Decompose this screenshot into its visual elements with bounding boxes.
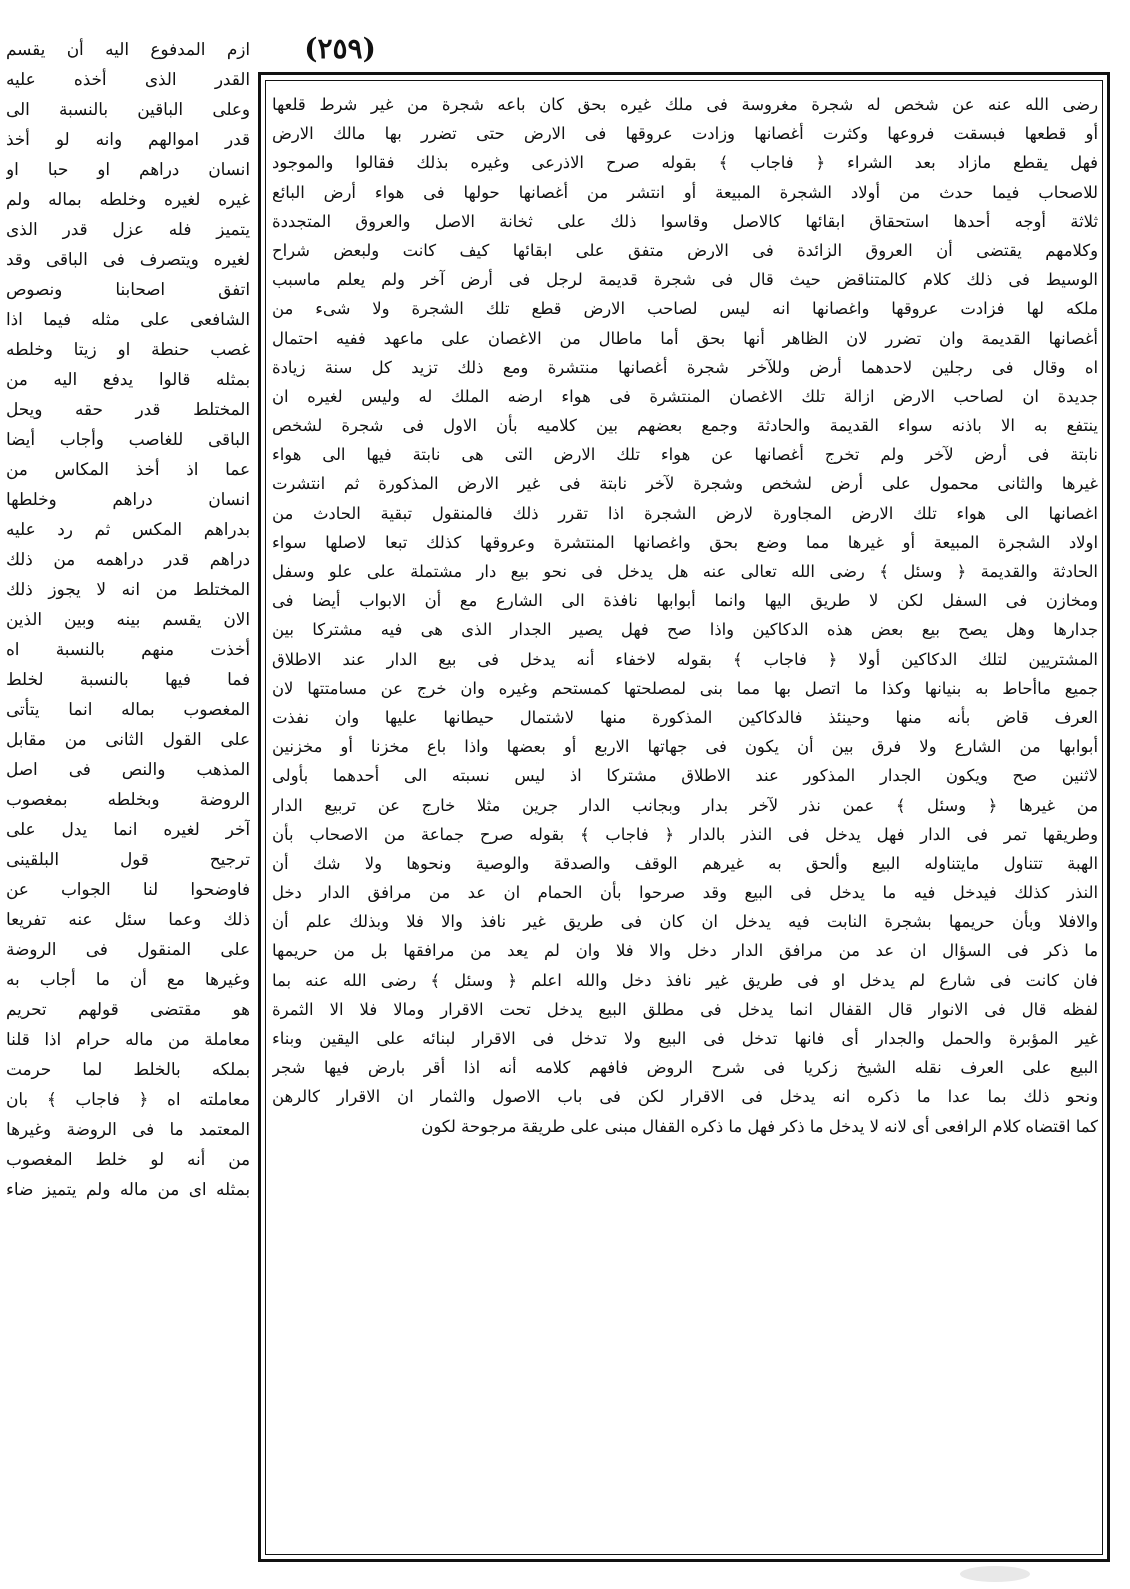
main-text-line: من غيرها ﴿ وسئل ﴾ عمن نذر لآخر بدار وبجانب الدار جرين مثلا خارج عن تربيع الدار bbox=[272, 795, 1098, 815]
main-text-line: وكلامهم يقتضى أن العروق الزائدة فى الارض متفق على ابقائها كيف كانت ولبعض شراح bbox=[272, 240, 1098, 260]
side-text-line: دراهم قدر دراهمه من ذلك bbox=[6, 549, 250, 569]
main-text-line: لفظه قال فى الانوار قال القفال انما يدخل فى مطلق البيع يدخل تحت الاقرار ومالا فلا الا الثمرة bbox=[272, 999, 1098, 1019]
side-text-line: القدر الذى أخذه عليه bbox=[6, 69, 250, 89]
main-text-line: جميع ماأحاط به بنيانها وكذا ما اتصل بها مما بنى لمصلحتها كمستحم وغيره وان خرج عن مسامتتها لان bbox=[272, 678, 1098, 698]
main-text-line: وطريقها تمر فى الدار فهل يدخل فى النذر بالدار ﴿ فاجاب ﴾ بقوله صرح جماعة من الاصحاب بأن bbox=[272, 824, 1098, 844]
side-text-line: آخر لغيره انما يدل على bbox=[6, 819, 250, 839]
side-text-line: اتفق اصحابنا ونصوص bbox=[6, 279, 250, 299]
side-text-line: معاملة من ماله حرام اذا قلنا bbox=[6, 1029, 250, 1049]
side-text-line: عما اذ أخذ المكاس من bbox=[6, 459, 250, 479]
main-text-line: جديدة ان لصاحب الارض ازالة تلك الاغصان المنتشرة فى هواء ارضه الملك له وليس لغيره ان bbox=[272, 386, 1098, 406]
main-text-line: النذر كذلك فيدخل فيه ما يدخل فى البيع وقد صرحوا بأن الحمام ان عد من مرافق الدار دخل bbox=[272, 883, 1098, 903]
side-text-line: المختلط من انه لا يجوز ذلك bbox=[6, 579, 250, 599]
side-text-line: معاملته اه ﴿ فاجاب ﴾ بان bbox=[6, 1089, 250, 1109]
side-text-line: المذهب والنص فى اصل bbox=[6, 759, 250, 779]
side-text-line: بملكه بالخلط لما حرمت bbox=[6, 1059, 250, 1079]
side-text-line: الشافعى على مثله فيما اذا bbox=[6, 309, 250, 329]
side-text-line: ذلك وعما سئل عنه تفريعا bbox=[6, 909, 250, 929]
side-text-line: بمثله قالوا يدفع اليه من bbox=[6, 369, 250, 389]
side-text-line: المعتمد ما فى الروضة وغيرها bbox=[6, 1119, 250, 1139]
side-text-line: من أنه لو خلط المغصوب bbox=[6, 1149, 250, 1169]
main-text-line: جدارها وهل يصح بيع بعض هذه الدكاكين واذا صح فهل يصير الجدار الذى هى فيه مشتركا بين bbox=[272, 620, 1098, 640]
side-text-line: ترجيح قول البلقينى bbox=[6, 849, 250, 869]
side-text-line: هو مقتضى قولهم تحريم bbox=[6, 999, 250, 1019]
main-text-line: ومخازن فى السفل لكن لا طريق اليها وانما أبوابها نافذة الى الشارع مع أن الابواب أيضا فى bbox=[272, 591, 1098, 611]
main-text-line: والافلا وبأن حريمها بشجرة النابت فيه يدخل ان كان فى طريق غير نافذ والا فلا وبذلك علم أن bbox=[272, 912, 1098, 932]
side-text-line: يتميز فله عزل قدر الذى bbox=[6, 219, 250, 239]
side-text-line: على المنقول فى الروضة bbox=[6, 939, 250, 959]
main-text-line: الوسيط فى ذلك كلام كالمتناقض حيث قال فى شجرة قديمة لرجل فى أرض آخر ولم يعلم ماسبب bbox=[272, 270, 1098, 290]
main-text-line: للاصحاب فيما حدث من أولاد الشجرة المبيعة أو انتشر من أغصانها حولها فى هواء أرض البائع bbox=[272, 182, 1098, 202]
side-text-line: بدراهم المكس ثم رد عليه bbox=[6, 519, 250, 539]
side-text-line: لغيره ويتصرف فى الباقى وقد bbox=[6, 249, 250, 269]
main-text-line: ملكه لها فزادت عروقها واغصانها انه ليس لصاحب الارض قطع تلك الشجرة ولا شىء من bbox=[272, 299, 1098, 319]
main-text-line: المشتريين لتلك الدكاكين أولا ﴿ فاجاب ﴾ بقوله لاخفاء أنه يدخل فى بيع الدار عند الاطلاق bbox=[272, 649, 1098, 669]
main-text-line: ما ذكر فى السؤال ان عد من مرافق الدار دخل والا فلا وان لم يعد من مرافقها بل من حريمها bbox=[272, 941, 1098, 961]
side-text-line: وعلى الباقين بالنسبة الى bbox=[6, 99, 250, 119]
main-text-line: اغصانها الى هواء تلك الارض المجاورة لارض الشجرة اذا تقرر ذلك فالمنقول تبقية الحادث من bbox=[272, 503, 1098, 523]
side-text-line: انسان دراهم وخلطها bbox=[6, 489, 250, 509]
side-text-line: غيره لغيره وخلطه بماله ولم bbox=[6, 189, 250, 209]
side-text-line: فما فيها بالنسبة لخلط bbox=[6, 669, 250, 689]
main-text-line: أبوابها من الشارع ولا فرق بين أن يكون فى جهاتها الاربع أو بعضها واذا باع مخزنا أو مخزنين bbox=[272, 737, 1098, 757]
main-text-line: فهل يقطع مازاد بعد الشراء ﴿ فاجاب ﴾ بقوله صرح الاذرعى وغيره بذلك فقالوا والموجود bbox=[272, 153, 1098, 173]
library-stamp-mark bbox=[960, 1566, 1030, 1582]
side-text-line: فاوضحوا لنا الجواب عن bbox=[6, 879, 250, 899]
main-text-line: أغصانها القديمة وان تضرر لان الظاهر أنها بحق أما ماطال من الاغصان على ماعهد ففيه احتمال bbox=[272, 328, 1098, 348]
side-text-line: الباقى للغاصب وأجاب أيضا bbox=[6, 429, 250, 449]
main-text-line: غير المؤبرة والحمل والجدار أى فانها تدخل فى البيع ولا تدخل فى الاقرار لبنائه على اليقين وبناء bbox=[272, 1029, 1098, 1048]
side-text-line: ازم المدفوع اليه أن يقسم bbox=[6, 39, 250, 59]
main-text-column bbox=[272, 90, 1098, 1141]
main-text-line: اولاد الشجرة المبيعة أو غيرها مما وضع بحق واغصانها المنتشرة وعروقها كذلك تبعا لاصلها سواء bbox=[272, 532, 1098, 552]
main-text-line: كما اقتضاه كلام الرافعى أى لانه لا يدخل ما ذكر فهل ما ذكره القفال مبنى على طريقة مرجوحة لكون bbox=[421, 1116, 1098, 1136]
side-text-line: غصب حنطة او زيتا وخلطه bbox=[6, 339, 250, 359]
main-text-line: ثلاثة أوجه أحدها استحقاق ابقائها كالاصل وقاسوا ذلك على ثخانة الاصل والعروق المتجددة bbox=[272, 211, 1098, 231]
main-text-line: اه وقال فى رجلين لاحدهما أرض وللآخر شجرة أغصانها منتشرة ومع ذلك تزيد كل سنة زيادة bbox=[272, 357, 1098, 377]
main-text-line: ينتفع به الا باذنه سواء القديمة والحادثة وجمع بعضهم بين كلاميه بأن الاول فى شجرة لشخص bbox=[272, 416, 1098, 436]
side-margin-column bbox=[6, 34, 250, 1204]
side-text-line: بمثله اى من ماله ولم يتميز ضاء bbox=[6, 1179, 250, 1199]
side-text-line: على القول الثانى من مقابل bbox=[6, 729, 250, 749]
page-number: (٢٥٩) bbox=[304, 32, 376, 65]
main-text-line: الحادثة والقديمة ﴿ وسئل ﴾ رضى الله تعالى عنه هل يدخل فى نحو بيع دار مشتملة على علو وسفل bbox=[272, 562, 1098, 581]
main-text-line: أو قطعها فبسقت فروعها وكثرت أغصانها وزادت عروقها فى الارض حتى تضرر بها مالك الارض bbox=[272, 124, 1098, 144]
main-text-line: فان كانت فى شارع لم يدخل او فى طريق غير نافذ دخل والله اعلم ﴿ وسئل ﴾ رضى الله عنه بما bbox=[272, 970, 1098, 990]
main-text-line: لاثنين صح ويكون الجدار المذكور عند الاطلاق مشتركا اذ ليس نسبته الى أحدهما بأولى bbox=[272, 766, 1098, 786]
side-text-line: أخذت منهم بالنسبة اه bbox=[6, 639, 250, 659]
main-text-line: نابتة فى أرض لآخر ولم تخرج أغصانها عن هواء تلك الارض التى هى نابتة فيها الى هواء bbox=[272, 445, 1098, 465]
main-text-line: الهبة تتناول مايتناوله البيع وألحق به غيرهم الوقف والصدقة والوصية ونحوها ولا شك أن bbox=[272, 853, 1098, 873]
side-text-line: انسان دراهم او حبا او bbox=[6, 159, 250, 179]
side-text-line: قدر اموالهم وانه لو أخذ bbox=[6, 129, 250, 149]
side-text-line: الروضة وبخلطه بمغصوب bbox=[6, 789, 250, 809]
side-text-line: المغصوب بماله انما يتأتى bbox=[6, 699, 250, 719]
side-text-line: الان يقسم بينه وبين الذين bbox=[6, 609, 250, 629]
main-text-line: رضى الله عنه عن شخص له شجرة مغروسة فى ملك غيره بحق كان باعه شجرة من غير شرط قلعها bbox=[272, 95, 1098, 114]
main-text-line: العرف قاض بأنه منها وحينئذ فالدكاكين المذكورة منها لاشتمال حيطانها عليها وان نفذت bbox=[272, 707, 1098, 727]
main-text-line: غيرها والثانى محمول على أرض لشخص وشجرة لآخر نابتة فى غير الارض المذكورة ثم انتشرت bbox=[272, 474, 1098, 494]
main-text-line: ونحو ذلك بما عدا ما ذكره انه يدخل فى الاقرار لكن فى باب الاصول والثمار ان الاقرار كالرهن bbox=[272, 1087, 1098, 1107]
side-text-line: وغيرها مع أن ما أجاب به bbox=[6, 969, 250, 989]
side-text-line: المختلط قدر حقه ويحل bbox=[6, 399, 250, 419]
main-text-line: البيع على العرف نقله الشيخ زكريا فى شرح الروض فافهم كلامه أنه اذا أقر بارض فيها شجر bbox=[272, 1058, 1098, 1078]
